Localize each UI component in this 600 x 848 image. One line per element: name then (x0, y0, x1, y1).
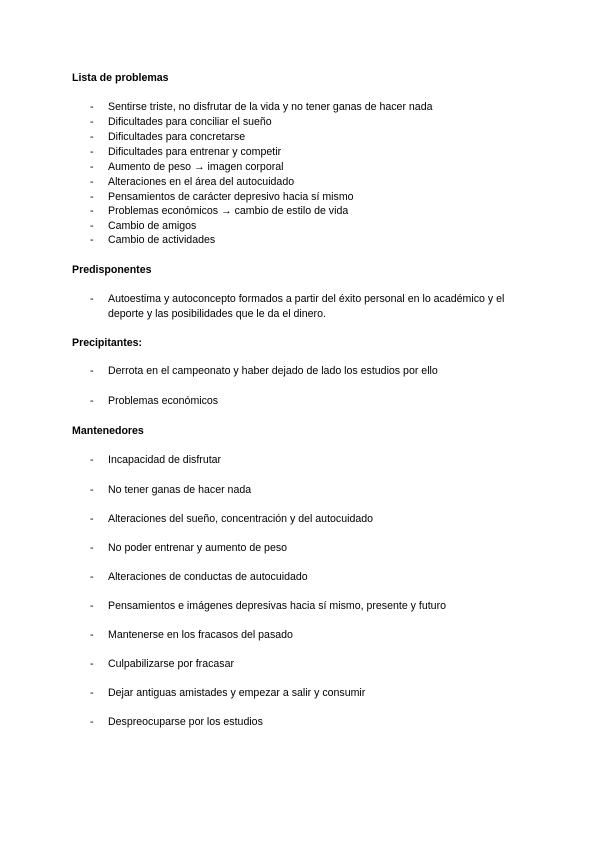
list-item-text: Incapacidad de disfrutar (108, 454, 222, 466)
list-item-text: Dificultades para concretarse (108, 131, 246, 143)
heading-precipitantes: Precipitantes: (72, 337, 143, 349)
bullet-dash: - (90, 629, 94, 641)
bullet-dash: - (90, 101, 94, 113)
list-item (72, 599, 542, 614)
list-item (72, 233, 542, 248)
list-item (72, 541, 542, 556)
list-item (72, 190, 542, 205)
bullet-dash: - (90, 191, 94, 203)
bullet-dash: - (90, 205, 94, 217)
bullet-dash: - (90, 365, 94, 377)
list-item (72, 512, 542, 527)
list-item (72, 204, 542, 219)
list-item (72, 292, 542, 322)
list-item-text: Aumento de peso → imagen corporal (108, 161, 284, 173)
bullet-dash: - (90, 176, 94, 188)
list-item-text: Pensamientos de carácter depresivo hacia sí mismo (108, 191, 354, 203)
list-item-text: Despreocuparse por los estudios (108, 716, 263, 728)
list-item (72, 715, 542, 730)
list-item-text: Derrota en el campeonato y haber dejado de lado los estudios por ello (108, 365, 438, 377)
list-item-text: Problemas económicos (108, 395, 219, 407)
list-item (72, 364, 542, 379)
list-item (72, 570, 542, 585)
bullet-dash: - (90, 146, 94, 158)
list-item (72, 219, 542, 234)
bullet-dash: - (90, 687, 94, 699)
heading-predisponentes: Predisponentes (72, 264, 152, 276)
bullet-dash: - (90, 600, 94, 612)
list-item (72, 657, 542, 672)
list-item (72, 686, 542, 701)
list-item-text: No tener ganas de hacer nada (108, 484, 252, 496)
list-item-text: Culpabilizarse por fracasar (108, 658, 235, 670)
bullet-dash: - (90, 220, 94, 232)
list-item (72, 160, 542, 175)
list-item (72, 453, 542, 468)
list-item-text: Alteraciones del sueño, concentración y del autocuidado (108, 513, 374, 525)
list-item (72, 483, 542, 498)
bullet-dash: - (90, 513, 94, 525)
list-item (72, 145, 542, 160)
list-item-text: Cambio de amigos (108, 220, 197, 232)
list-item (72, 100, 542, 115)
list-item-text: Mantenerse en los fracasos del pasado (108, 629, 293, 641)
list-item (72, 115, 542, 130)
list-item-text: Alteraciones en el área del autocuidado (108, 176, 295, 188)
bullet-dash: - (90, 542, 94, 554)
bullet-dash: - (90, 116, 94, 128)
list-item-text: Dificultades para conciliar el sueño (108, 116, 272, 128)
bullet-dash: - (90, 234, 94, 246)
bullet-dash: - (90, 293, 94, 305)
heading-mantenedores: Mantenedores (72, 425, 144, 437)
bullet-dash: - (90, 658, 94, 670)
list-item-text: Alteraciones de conductas de autocuidado (108, 571, 308, 583)
list-item (72, 628, 542, 643)
list-item-text: Dejar antiguas amistades y empezar a salir y consumir (108, 687, 366, 699)
list-item (72, 175, 542, 190)
bullet-dash: - (90, 395, 94, 407)
list-item-text: Problemas económicos → cambio de estilo de vida (108, 205, 349, 217)
bullet-dash: - (90, 161, 94, 173)
bullet-dash: - (90, 484, 94, 496)
bullet-dash: - (90, 454, 94, 466)
bullet-dash: - (90, 131, 94, 143)
bullet-dash: - (90, 716, 94, 728)
list-item-text: No poder entrenar y aumento de peso (108, 542, 288, 554)
list-item-text: Autoestima y autoconcepto formados a partir del éxito personal en lo académico y el deporte y las posibilidades que le da el dinero. (108, 293, 505, 320)
list-item (72, 394, 542, 409)
list-item (72, 130, 542, 145)
list-item-text: Cambio de actividades (108, 234, 216, 246)
list-item-text: Dificultades para entrenar y competir (108, 146, 282, 158)
heading-lista-de-problemas: Lista de problemas (72, 72, 169, 84)
list-item-text: Sentirse triste, no disfrutar de la vida y no tener ganas de hacer nada (108, 101, 433, 113)
list-item-text: Pensamientos e imágenes depresivas hacia sí mismo, presente y futuro (108, 600, 446, 612)
bullet-dash: - (90, 571, 94, 583)
